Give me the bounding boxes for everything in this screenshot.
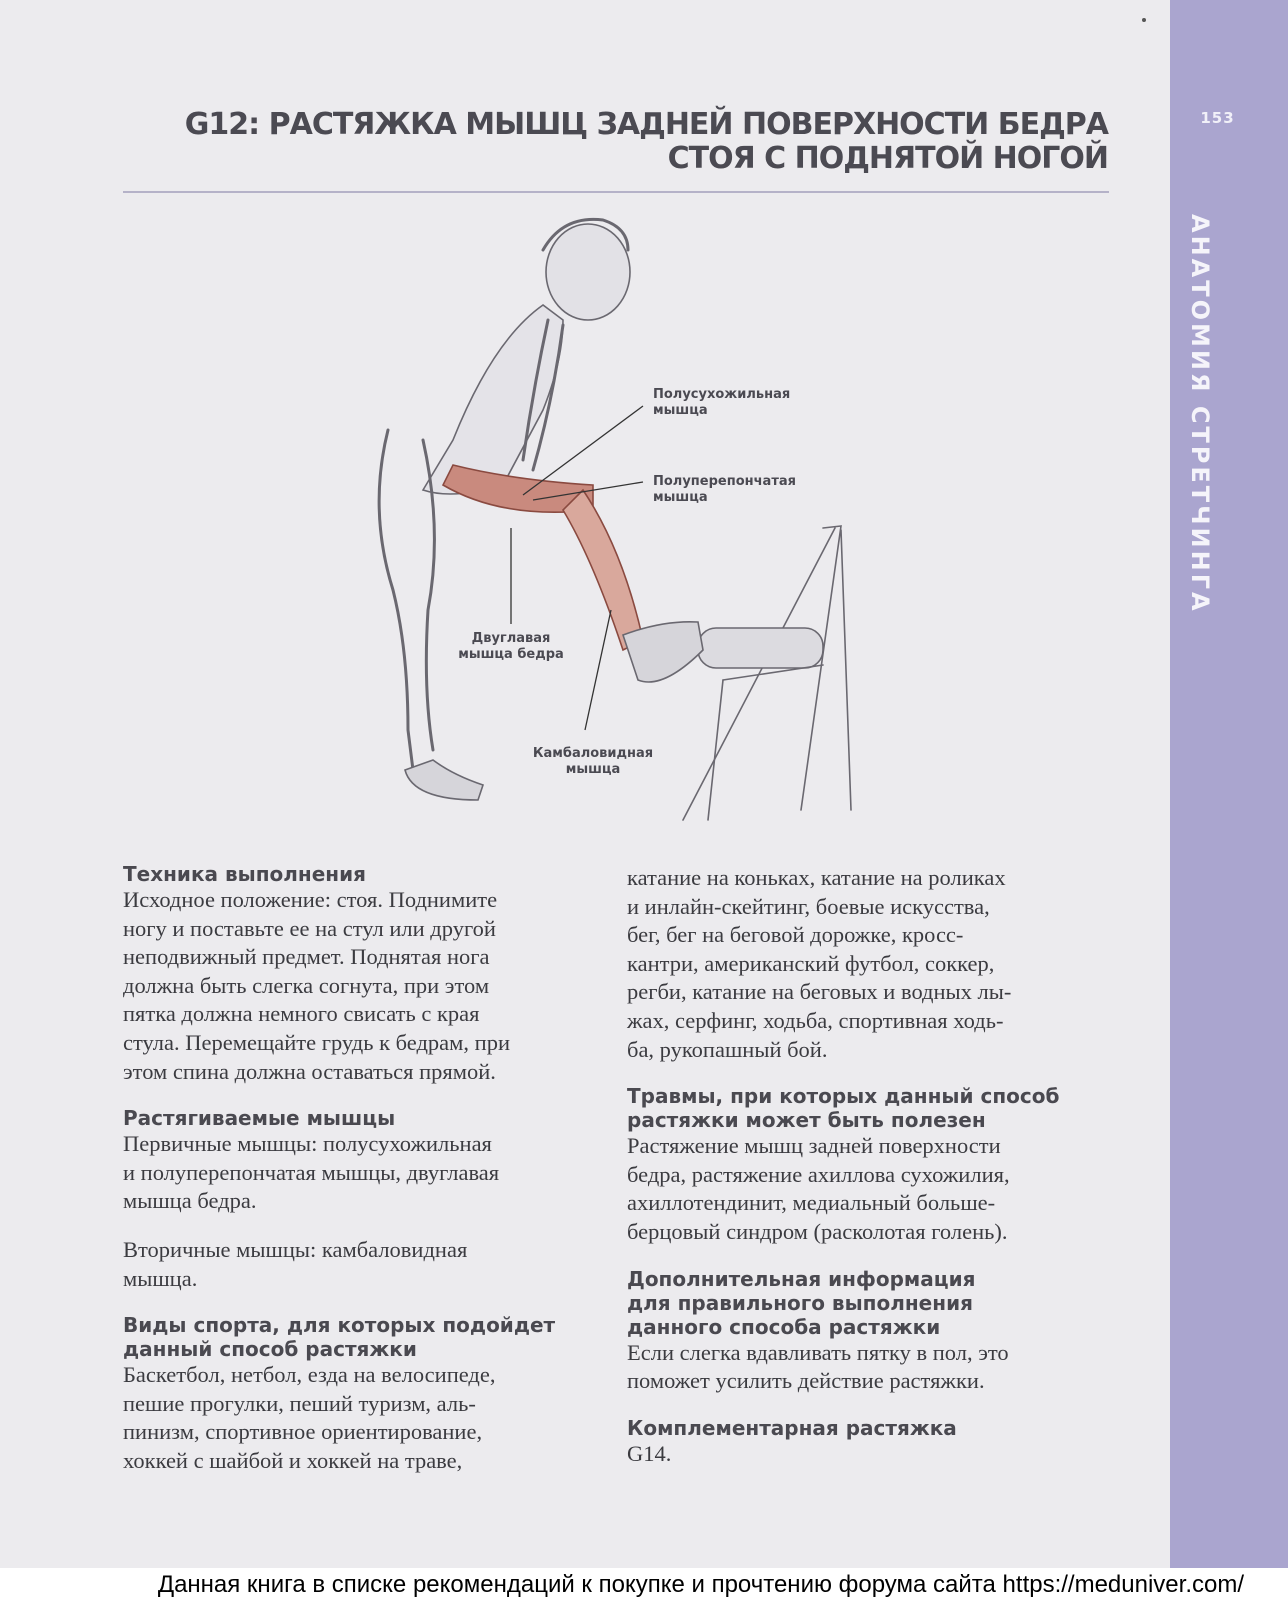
label-soleus: Камбаловидная мышца: [532, 746, 654, 777]
head: [546, 224, 630, 320]
label-semitendinosus: Полусухожильная мышца: [653, 387, 791, 418]
page-title-line1: G12: РАСТЯЖКА МЫШЦ ЗАДНЕЙ ПОВЕРХНОСТИ БЕДРА: [184, 107, 1108, 142]
extra-info-heading: Дополнительная информация для правильного выполнения данного способа растяжки: [627, 1266, 976, 1339]
complementary-text: G14.: [627, 1440, 672, 1466]
chapter-title-vertical: АНАТОМИЯ СТРЕТЧИНГА: [1186, 214, 1214, 614]
technique-heading: Техника выполнения: [123, 862, 366, 886]
leader-semitendinosus: [523, 406, 643, 495]
label-biceps-femoris: Двуглавая мышца бедра: [458, 631, 564, 662]
injuries-heading: Травмы, при которых данный способ растяжки может быть полезен: [627, 1084, 1060, 1133]
standing-leg: [379, 430, 413, 770]
anatomy-illustration: [123, 210, 1109, 850]
sports-heading: Виды спорта, для которых подойдет данный способ растяжки: [123, 1313, 556, 1362]
title-divider: [123, 191, 1109, 193]
label-semimembranosus: Полуперепончатая мышца: [653, 474, 796, 505]
sports-text: Баскетбол, нетбол, езда на велосипеде, пешие прогулки, пеший туризм, аль- пинизм, спортивное ориентирование, хоккей с шайбой и хоккей на траве,: [123, 1362, 496, 1473]
page-title: [185, 108, 1108, 176]
chair-seat: [698, 628, 823, 668]
torso: [423, 305, 563, 494]
footer-banner: [0, 1568, 1288, 1601]
muscles-secondary: Вторичные мышцы: камбаловидная мышца.: [123, 1236, 468, 1291]
injuries-text: Растяжение мышц задней поверхности бедра, растяжение ахиллова сухожилия, ахиллотендинит, медиальный больше- берцовый синдром (расколотая голень).: [627, 1133, 1010, 1244]
technique-text: Исходное положение: стоя. Поднимите ногу и поставьте ее на стул или другой неподвижный предмет. Поднятая нога должна быть слегка согнута, при этом пятка должна немного свисать с края стула. Перемещайте грудь к бедрам, при этом спина должна оставаться прямой.: [123, 887, 510, 1084]
chair-leg-front: [708, 680, 723, 820]
muscles-heading: Растягиваемые мышцы: [123, 1106, 396, 1131]
speck: [1142, 18, 1146, 22]
page-number: 153: [1200, 109, 1235, 127]
left-column: [123, 862, 603, 1476]
right-column: [627, 864, 1107, 1468]
leader-soleus: [585, 610, 611, 730]
page-title-line2: СТОЯ С ПОДНЯТОЙ НОГОЙ: [667, 141, 1108, 176]
standing-shoe: [405, 760, 483, 800]
raised-shoe: [623, 622, 703, 682]
extra-info-text: Если слегка вдавливать пятку в пол, это поможет усилить действие растяжки.: [627, 1339, 1009, 1394]
muscles-primary: Первичные мышцы: полусухожильная и полуперепончатая мышцы, двуглавая мышца бедра.: [123, 1131, 500, 1214]
sports-continued: катание на коньках, катание на роликах и инлайн-скейтинг, боевые искусства, бег, бег на беговой дорожке, кросс- кантри, американский футбол, соккер, регби, катание на беговых и водных лы- жах, серфинг, ходьба, спортивная ходь- ба, рукопашный бой.: [627, 865, 1012, 1062]
chair-leg-rear: [841, 530, 851, 810]
footer-text: Данная книга в списке рекомендаций к покупке и прочтению форума сайта https://meduniver.com/: [157, 1571, 1244, 1598]
raised-shin: [563, 490, 643, 650]
complementary-heading: Комплементарная растяжка: [627, 1415, 957, 1440]
